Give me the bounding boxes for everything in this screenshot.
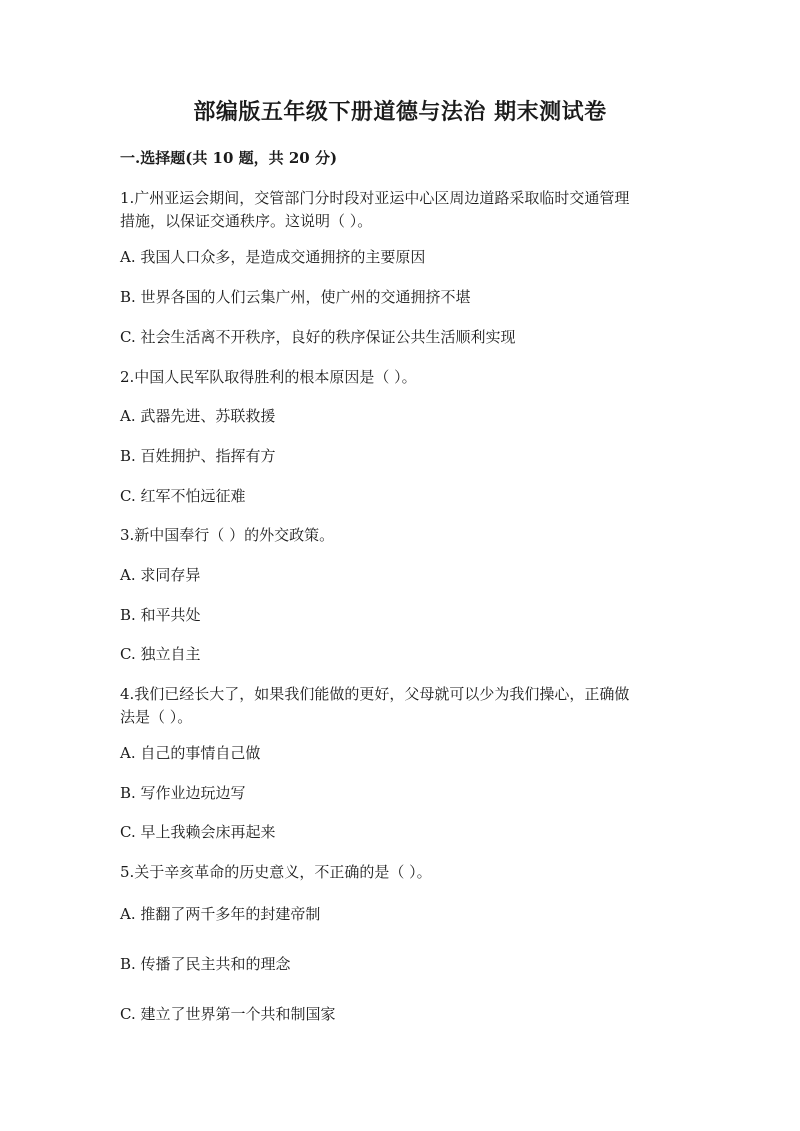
question-2-option-b: B. 百姓拥护、指挥有方 xyxy=(120,447,276,465)
question-2-stem-line-1: 2.中国人民军队取得胜利的根本原因是（ ）。 xyxy=(120,368,417,386)
question-5-option-b: B. 传播了民主共和的理念 xyxy=(120,955,291,973)
question-4-option-a: A. 自己的事情自己做 xyxy=(120,744,261,762)
question-4-stem-line-2: 法是（ ）。 xyxy=(120,708,193,726)
question-5-option-a: A. 推翻了两千多年的封建帝制 xyxy=(120,905,321,923)
question-1-option-b: B. 世界各国的人们云集广州，使广州的交通拥挤不堪 xyxy=(120,288,471,306)
section-heading: 一.选择题(共 10 题，共 20 分) xyxy=(120,149,338,167)
question-5-stem-line-1: 5.关于辛亥革命的历史意义，不正确的是（ ）。 xyxy=(120,863,432,881)
question-5-option-c: C. 建立了世界第一个共和制国家 xyxy=(120,1005,336,1023)
question-3-option-b: B. 和平共处 xyxy=(120,606,201,624)
question-2-option-a: A. 武器先进、苏联救援 xyxy=(120,407,276,425)
question-2-option-c: C. 红军不怕远征难 xyxy=(120,487,246,505)
question-1-option-a: A. 我国人口众多，是造成交通拥挤的主要原因 xyxy=(120,248,426,266)
question-4-stem-line-1: 4.我们已经长大了，如果我们能做的更好，父母就可以少为我们操心，正确做 xyxy=(120,685,630,703)
page-title: 部编版五年级下册道德与法治 期末测试卷 xyxy=(193,99,607,125)
question-3-stem-line-1: 3.新中国奉行（ ）的外交政策。 xyxy=(120,526,335,544)
question-1-stem-line-1: 1.广州亚运会期间，交管部门分时段对亚运中心区周边道路采取临时交通管理 xyxy=(120,189,630,207)
question-1-option-c: C. 社会生活离不开秩序，良好的秩序保证公共生活顺利实现 xyxy=(120,328,516,346)
question-1-stem-line-2: 措施，以保证交通秩序。这说明（ ）。 xyxy=(120,212,373,230)
question-3-option-c: C. 独立自主 xyxy=(120,645,201,663)
question-4-option-b: B. 写作业边玩边写 xyxy=(120,784,246,802)
question-4-option-c: C. 早上我赖会床再起来 xyxy=(120,823,276,841)
question-3-option-a: A. 求同存异 xyxy=(120,566,201,584)
